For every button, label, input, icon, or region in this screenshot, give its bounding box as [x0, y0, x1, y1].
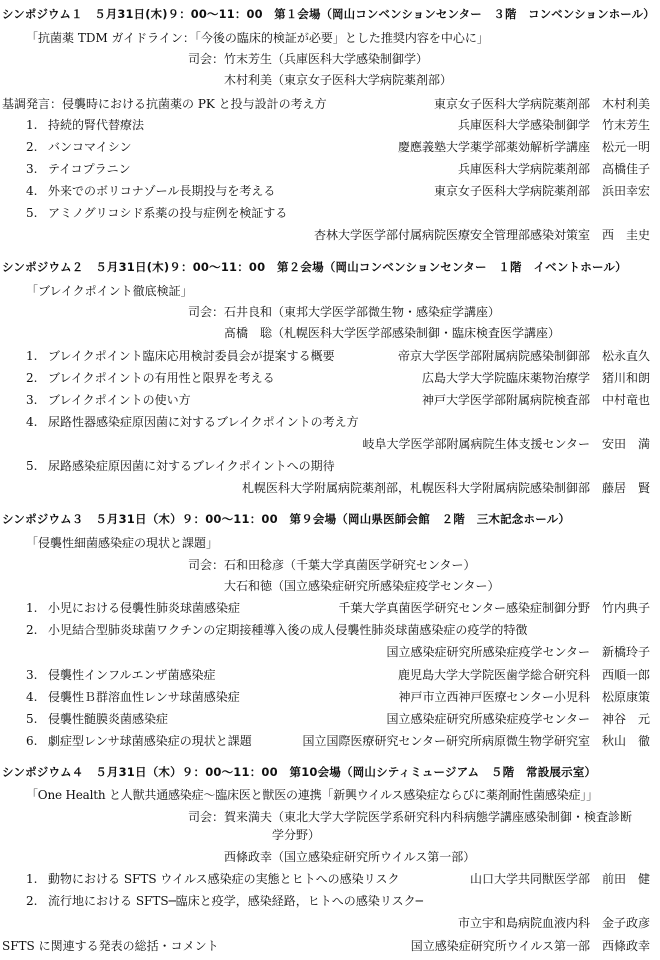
program-item: 4. 侵襲性Ｂ群溶血性レンサ球菌感染症 — [26, 690, 240, 704]
program-item: 2. 流行地における SFTS─臨床と疫学，感染経路，ヒトへの感染リスク─ — [26, 894, 423, 908]
item-affiliation: 兵庫医科大学感染制御学 竹末芳生 — [457, 118, 650, 132]
symposium-theme: 「One Health と人獣共通感染症〜臨床医と獣医の連携「新興ウイルス感染症ならびに薬剤耐性菌感染症」」 — [26, 788, 598, 802]
program-item: 3. 侵襲性インフルエンザ菌感染症 — [26, 668, 216, 682]
chair-2: 西條政幸（国立感染症研究所ウイルス第一部） — [224, 850, 476, 864]
item-affiliation: 兵庫医科大学病院薬剤部 高橋佳子 — [457, 162, 650, 176]
item-affiliation: 岐阜大学医学部附属病院生体支援センター 安田 満 — [362, 437, 650, 451]
item-affiliation: 広島大学大学院臨床薬物治療学 猪川和朗 — [421, 371, 650, 385]
item-affiliation: 山口大学共同獣医学部 前田 健 — [469, 872, 650, 886]
chair-1: 司会：賀来満夫（東北大学大学院医学系研究科内科病態学講座感染制御・検査診断 — [188, 810, 633, 824]
chair-2: 髙橋 聡（札幌医科大学医学部感染制御・臨床検査医学講座） — [224, 326, 561, 340]
item-affiliation: 神戸市立西神戸医療センター小児科 松原康策 — [398, 690, 650, 704]
program-item: 2. バンコマイシン — [26, 140, 132, 154]
item-affiliation: 東京女子医科大学病院薬剤部 浜田幸宏 — [433, 184, 650, 198]
program-item: 5. 侵襲性髄膜炎菌感染症 — [26, 712, 169, 726]
item-affiliation: 千葉大学真菌医学研究センター感染症制御分野 竹内典子 — [338, 601, 650, 615]
symposium-theme: 「ブレイクポイント徹底検証」 — [26, 284, 193, 298]
chair-1: 司会：竹末芳生（兵庫医科大学感染制御学） — [188, 52, 429, 66]
program-item: 1. 小児における侵襲性肺炎球菌感染症 — [26, 601, 241, 615]
item-affiliation: 杏林大学医学部付属病院医療安全管理部感染対策室 西 圭史 — [313, 228, 650, 242]
symposium-theme: 「侵襲性細菌感染症の現状と課題」 — [26, 536, 219, 550]
chair-2: 木村利美（東京女子医科大学病院薬剤部） — [224, 73, 453, 87]
chair-2: 大石和徳（国立感染症研究所感染症疫学センター） — [224, 579, 500, 593]
program-item: 1. 持続的腎代替療法 — [26, 118, 145, 132]
program-item: 4. 尿路性器感染症原因菌に対するブレイクポイントの考え方 — [26, 415, 359, 429]
program-item: 2. 小児結合型肺炎球菌ワクチンの定期接種導入後の成人侵襲性肺炎球菌感染症の疫学的特徴 — [26, 623, 528, 637]
summary-comment: SFTS に関連する発表の総括・コメント — [2, 939, 219, 953]
chair-1-continued: 学分野） — [272, 828, 321, 842]
symposium-theme: 「抗菌薬 TDM ガイドライン：「今後の臨床的検証が必要」とした推奨内容を中心に」 — [26, 31, 489, 45]
keynote-title: 基調発言：侵襲時における抗菌薬の PK と投与設計の考え方 — [2, 97, 327, 111]
item-affiliation: 国立国際医療研究センター研究所病原微生物学研究室 秋山 徹 — [302, 734, 650, 748]
chair-1: 司会：石井良和（東邦大学医学部微生物・感染症学講座） — [188, 305, 501, 319]
item-affiliation: 神戸大学医学部附属病院検査部 中村竜也 — [421, 393, 650, 407]
program-item: 4. 外来でのボリコナゾール長期投与を考える — [26, 184, 276, 198]
program-item: 1. 動物における SFTS ウイルス感染症の実態とヒトへの感染リスク — [26, 872, 400, 886]
program-item: 6. 劇症型レンサ球菌感染症の現状と課題 — [26, 734, 252, 748]
item-affiliation: 札幌医科大学附属病院薬剤部，札幌医科大学附属病院感染制御部 藤居 賢 — [241, 481, 650, 495]
program-item: 2. ブレイクポイントの有用性と限界を考える — [26, 371, 275, 385]
program-item: 5. 尿路感染症原因菌に対するブレイクポイントへの期待 — [26, 459, 335, 473]
program-item: 3. テイコプラニン — [26, 162, 131, 176]
program-item: 1. ブレイクポイント臨床応用検討委員会が提案する概要 — [26, 349, 335, 363]
chair-1: 司会：石和田稔彦（千葉大学真菌医学研究センター） — [188, 558, 476, 572]
item-affiliation: 国立感染症研究所ウイルス第一部 西條政幸 — [410, 939, 650, 953]
program-item: 3. ブレイクポイントの使い方 — [26, 393, 191, 407]
item-affiliation: 鹿児島大学大学院医歯学総合研究科 西順一郎 — [397, 668, 650, 682]
item-affiliation: 国立感染症研究所感染症疫学センター 新橋玲子 — [386, 645, 650, 659]
symposium-header: シンポジウム２ ５月31日(木)９：00〜11：00 第２会場（岡山コンベンションセンター １階 イベントホール） — [2, 260, 627, 274]
item-affiliation: 国立感染症研究所感染症疫学センター 神谷 元 — [386, 712, 650, 726]
keynote-affiliation: 東京女子医科大学病院薬剤部 木村利美 — [433, 97, 650, 111]
symposium-header: シンポジウム１ ５月31日(木)９：00〜11：00 第１会場（岡山コンベンションセンター ３階 コンベンションホール） — [2, 7, 655, 21]
item-affiliation: 慶應義塾大学薬学部薬効解析学講座 松元一明 — [397, 140, 650, 154]
program-item: 5. アミノグリコシド系薬の投与症例を検証する — [26, 206, 288, 220]
symposium-header: シンポジウム３ ５月31日（木）９：00〜11：00 第９会場（岡山県医師会館 ２階 三木記念ホール） — [2, 512, 571, 526]
item-affiliation: 市立宇和島病院血液内科 金子政彦 — [457, 916, 650, 930]
symposium-header: シンポジウム４ ５月31日（木）９：00〜11：00 第10会場（岡山シティミュージアム ５階 常設展示室） — [2, 765, 597, 779]
item-affiliation: 帝京大学医学部附属病院感染制御部 松永直久 — [397, 349, 650, 363]
